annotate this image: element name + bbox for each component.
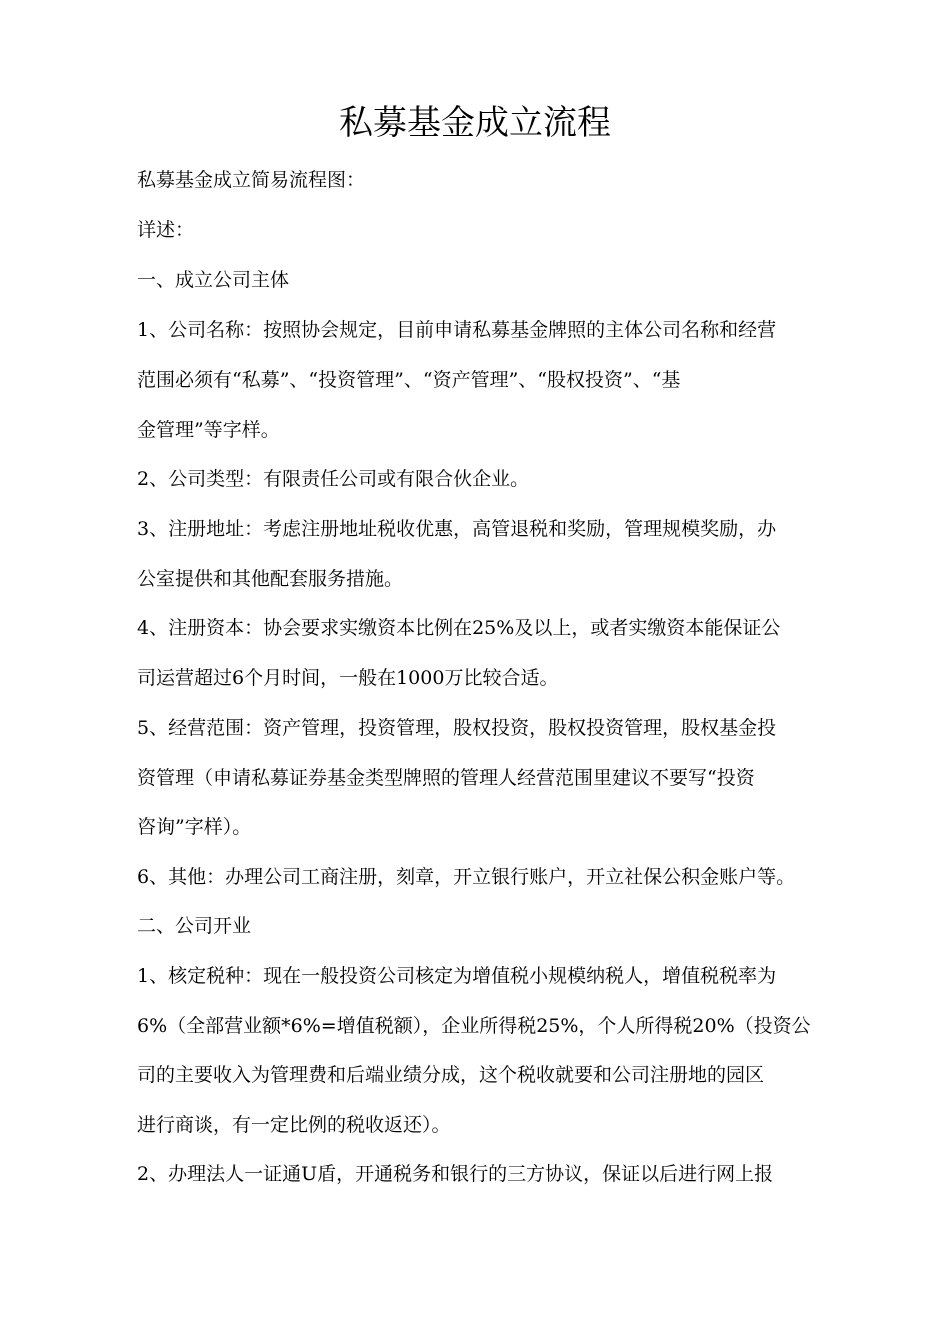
text-line: 2、办理法人一证通U盾，开通税务和银行的三方协议，保证以后进行网上报 <box>137 1163 774 1185</box>
text-line: 1、核定税种：现在一般投资公司核定为增值税小规模纳税人，增值税税率为 <box>137 965 777 987</box>
text-line: 资管理（申请私募证券基金类型牌照的管理人经营范围里建议不要写“投资 <box>137 767 755 789</box>
text-line: 6%（全部营业额*6%=增值税额），企业所得税25%，个人所得税20%（投资公 <box>137 1015 811 1037</box>
text-line: 1、公司名称：按照协会规定，目前申请私募基金牌照的主体公司名称和经营 <box>137 319 777 341</box>
document-title: 私募基金成立流程 <box>339 103 611 143</box>
text-line: 公室提供和其他配套服务措施。 <box>137 568 404 590</box>
text-line: 咨询”字样）。 <box>137 816 252 838</box>
text-line: 4、注册资本：协会要求实缴资本比例在25%及以上，或者实缴资本能保证公 <box>137 617 781 639</box>
section-heading: 一、成立公司主体 <box>137 269 290 291</box>
text-line: 2、公司类型：有限责任公司或有限合伙企业。 <box>137 468 530 490</box>
text-line: 进行商谈，有一定比例的税收返还）。 <box>137 1114 451 1136</box>
text-line: 6、其他：办理公司工商注册，刻章，开立银行账户，开立社保公积金账户等。 <box>137 866 796 888</box>
text-line: 范围必须有“私募”、“投资管理”、“资产管理”、“股权投资”、“基 <box>137 369 681 391</box>
text-line: 司运营超过6个月时间，一般在1000万比较合适。 <box>137 667 559 689</box>
text-line: 司的主要收入为管理费和后端业绩分成，这个税收就要和公司注册地的园区 <box>137 1064 765 1086</box>
text-line: 5、经营范围：资产管理，投资管理，股权投资，股权投资管理，股权基金投 <box>137 717 777 739</box>
text-line: 详述： <box>137 219 195 241</box>
section-heading: 二、公司开业 <box>137 915 252 937</box>
text-line: 私募基金成立简易流程图： <box>137 169 366 191</box>
text-line: 3、注册地址：考虑注册地址税收优惠，高管退税和奖励，管理规模奖励，办 <box>137 518 777 540</box>
text-line: 金管理”等字样。 <box>137 419 280 441</box>
